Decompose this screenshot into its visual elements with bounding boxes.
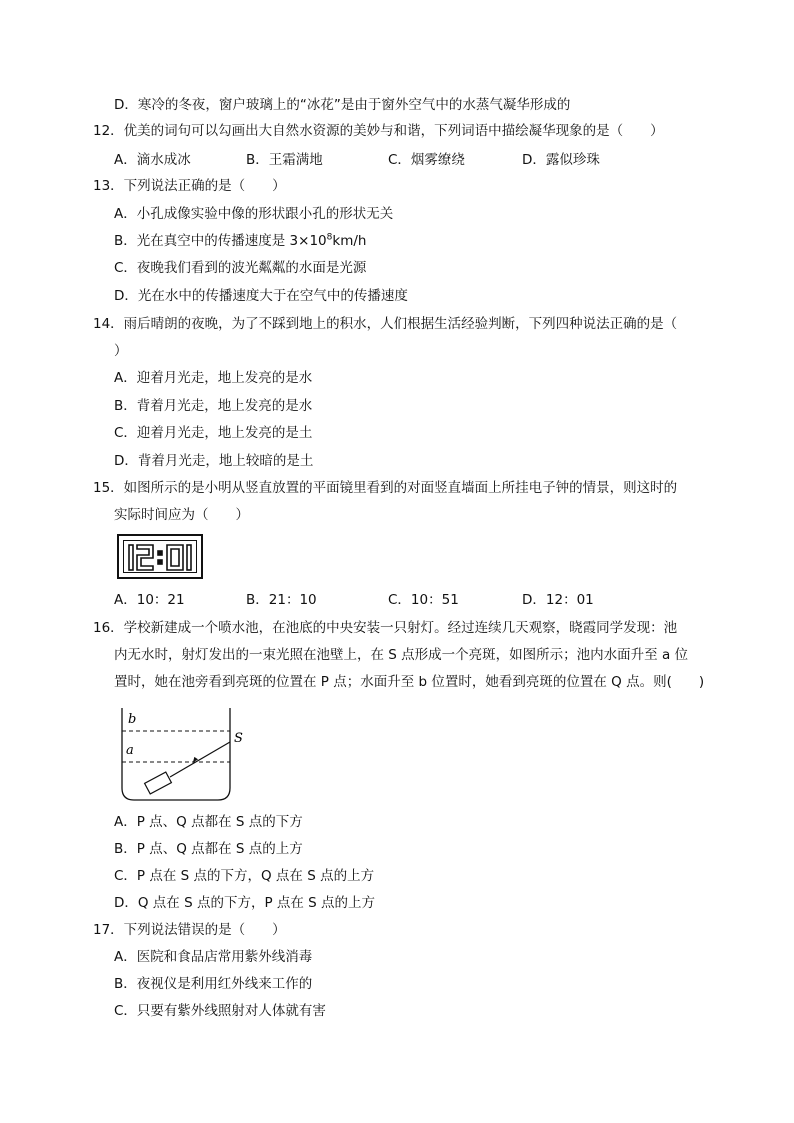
q13b-exponent: 8 (326, 232, 333, 243)
q14-option-c: C．迎着月光走，地上发亮的是土 (114, 425, 313, 441)
digit-2 (137, 545, 153, 570)
question-14-continued: ） (114, 343, 128, 359)
q13-option-b (114, 231, 366, 251)
label-a: a (126, 743, 134, 758)
q15-options (114, 590, 634, 610)
q13b-text: B．光在真空中的传播速度是 3×10 (114, 233, 327, 249)
label-s: S (234, 731, 243, 746)
q17-option-c: C．只要有紫外线照射对人体就有害 (114, 1003, 326, 1019)
q12-option-b: B．王霜满地 (246, 152, 323, 168)
question-15: 15．如图所示的是小明从竖直放置的平面镜里看到的对面竖直墙面上所挂电子钟的情景，则这时的 (93, 480, 678, 496)
seven-segment-digits (124, 541, 198, 574)
light-beam (170, 742, 230, 777)
q11-option-d: D．寒冷的冬夜，窗户玻璃上的“冰花”是由于窗外空气中的水蒸气凝华形成的 (114, 97, 571, 113)
question-12: 12．优美的词句可以勾画出大自然水资源的美妙与和谐，下列词语中描绘凝华现象的是（ ） (93, 123, 664, 139)
question-16: 16．学校新建成一个喷水池，在池底的中央安装一只射灯。经过连续几天观察，晓霞同学发现：池 (93, 620, 678, 636)
question-15-continued: 实际时间应为（ ） (114, 507, 249, 523)
q13-option-d: D．光在水中的传播速度大于在空气中的传播速度 (114, 288, 408, 304)
question-14: 14．雨后晴朗的夜晚，为了不踩到地上的积水，人们根据生活经验判断，下列四种说法正确的是（ (93, 316, 678, 332)
q12-option-c: C．烟雾缭绕 (388, 152, 465, 168)
q14-option-a: A．迎着月光走，地上发亮的是水 (114, 370, 313, 386)
q15-option-c: C．10：51 (388, 592, 459, 608)
colon-bottom (158, 560, 162, 564)
q15-option-a: A．10：21 (114, 592, 185, 608)
q16-option-d: D．Q 点在 S 点的下方，P 点在 S 点的上方 (114, 895, 376, 911)
q12-option-d: D．露似珍珠 (522, 152, 600, 168)
question-13: 13．下列说法正确的是（ ） (93, 178, 286, 194)
pool-walls (122, 708, 230, 800)
question-17: 17．下列说法错误的是（ ） (93, 922, 286, 938)
q16-option-b: B．P 点、Q 点都在 S 点的上方 (114, 841, 303, 857)
q14-option-d: D．背着月光走，地上较暗的是土 (114, 453, 314, 469)
question-16-continued-1: 内无水时，射灯发出的一束光照在池壁上，在 S 点形成一个亮斑，如图所示；池内水面升至 a 位 (114, 647, 689, 663)
q17-option-a: A．医院和食品店常用紫外线消毒 (114, 949, 313, 965)
digit-0 (167, 545, 183, 570)
mirror-clock-figure (117, 534, 203, 579)
q13-option-a: A．小孔成像实验中像的形状跟小孔的形状无关 (114, 206, 394, 222)
colon-top (158, 551, 162, 555)
q15-option-b: B．21：10 (246, 592, 317, 608)
q13-option-c: C．夜晚我们看到的波光粼粼的水面是光源 (114, 260, 367, 276)
q12-option-a: A．滴水成冰 (114, 152, 191, 168)
q12-options (114, 150, 634, 170)
clock-display (123, 540, 197, 573)
q16-option-c: C．P 点在 S 点的下方，Q 点在 S 点的上方 (114, 868, 375, 884)
question-16-continued-2: 置时，她在池旁看到亮斑的位置在 P 点；水面升至 b 位置时，她看到亮斑的位置在 Q 点。则( ) (114, 674, 705, 690)
digit-1b (187, 545, 191, 570)
label-b: b (128, 712, 137, 727)
pool-diagram (110, 706, 260, 806)
q14-option-b: B．背着月光走，地上发亮的是水 (114, 398, 313, 414)
q16-option-a: A．P 点、Q 点都在 S 点的下方 (114, 814, 303, 830)
digit-1 (129, 545, 133, 570)
q15-option-d: D．12：01 (522, 592, 594, 608)
q17-option-b: B．夜视仪是利用红外线来工作的 (114, 976, 313, 992)
spotlight (145, 772, 172, 794)
q13b-unit: km/h (332, 233, 367, 249)
